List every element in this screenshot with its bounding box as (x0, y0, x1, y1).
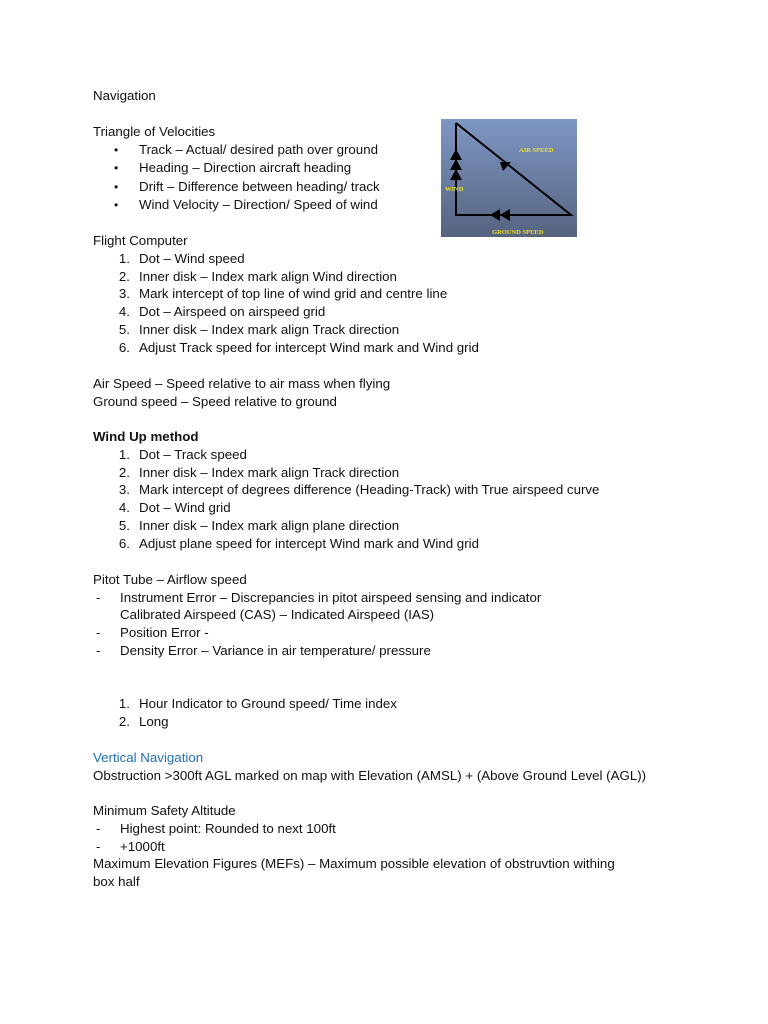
bullet-marker: • (114, 161, 119, 175)
list-number: 2. (118, 465, 130, 480)
list-item: Mark intercept of degrees difference (Heading-Track) with True airspeed curve (139, 482, 600, 497)
list-number: 6. (118, 340, 130, 355)
triangle-bullet-drift: Drift – Difference between heading/ track (139, 179, 380, 194)
list-item: Inner disk – Index mark align Track direction (139, 465, 400, 480)
list-number: 5. (118, 322, 130, 337)
list-number: 1. (118, 447, 130, 462)
list-number: 5. (118, 518, 130, 533)
bullet-marker: • (114, 180, 119, 194)
list-item: +1000ft (120, 839, 165, 854)
list-item: Dot – Track speed (139, 447, 247, 462)
list-item: Long (139, 714, 169, 729)
mef-text-continuation: box half (93, 874, 140, 889)
list-item: Dot – Wind grid (139, 500, 231, 515)
list-number: 3. (118, 286, 130, 301)
list-item: Inner disk – Index mark align Track direction (139, 322, 400, 337)
list-item: Position Error - (120, 625, 209, 640)
list-number: 1. (118, 696, 130, 711)
dash-marker: - (96, 839, 101, 854)
list-item: Dot – Airspeed on airspeed grid (139, 304, 326, 319)
list-item: Inner disk – Index mark align Wind direction (139, 269, 397, 284)
list-number: 4. (118, 500, 130, 515)
list-item: Mark intercept of top line of wind grid and centre line (139, 286, 448, 301)
bullet-marker: • (114, 143, 119, 157)
list-item: Highest point: Rounded to next 100ft (120, 821, 336, 836)
list-item: Instrument Error – Discrepancies in pitot airspeed sensing and indicator (120, 590, 542, 605)
ground-speed-label: GROUND SPEED (492, 229, 544, 236)
dash-marker: - (96, 643, 101, 658)
triangle-bullet-track: Track – Actual/ desired path over ground (139, 142, 378, 157)
wind-label: WIND (445, 186, 464, 193)
list-number: 4. (118, 304, 130, 319)
list-item-continuation: Calibrated Airspeed (CAS) – Indicated Airspeed (IAS) (120, 607, 435, 622)
wind-up-heading: Wind Up method (93, 429, 199, 444)
triangle-bullet-wind: Wind Velocity – Direction/ Speed of wind (139, 197, 378, 212)
list-item: Adjust Track speed for intercept Wind mark and Wind grid (139, 340, 479, 355)
pitot-heading: Pitot Tube – Airflow speed (93, 572, 247, 587)
air-speed-label: AIR SPEED (519, 147, 554, 154)
dash-marker: - (96, 590, 101, 605)
bullet-marker: • (114, 198, 119, 212)
ground-speed-definition: Ground speed – Speed relative to ground (93, 394, 337, 409)
list-number: 6. (118, 536, 130, 551)
air-speed-definition: Air Speed – Speed relative to air mass when flying (93, 376, 391, 391)
list-item: Dot – Wind speed (139, 251, 245, 266)
list-number: 2. (118, 269, 130, 284)
list-item: Hour Indicator to Ground speed/ Time index (139, 696, 397, 711)
dash-marker: - (96, 821, 101, 836)
list-item: Adjust plane speed for intercept Wind mark and Wind grid (139, 536, 479, 551)
flight-computer-heading: Flight Computer (93, 233, 188, 248)
list-number: 3. (118, 482, 130, 497)
triangle-bullet-heading: Heading – Direction aircraft heading (139, 160, 352, 175)
page-title: Navigation (93, 88, 156, 103)
dash-marker: - (96, 625, 101, 640)
mef-text: Maximum Elevation Figures (MEFs) – Maximum possible elevation of obstruvtion withing (93, 856, 615, 871)
list-item: Inner disk – Index mark align plane direction (139, 518, 400, 533)
list-number: 1. (118, 251, 130, 266)
triangle-heading: Triangle of Velocities (93, 124, 216, 139)
vertical-navigation-heading: Vertical Navigation (93, 750, 204, 765)
obstruction-text: Obstruction >300ft AGL marked on map with Elevation (AMSL) + (Above Ground Level (AGL)) (93, 768, 647, 783)
list-item: Density Error – Variance in air temperature/ pressure (120, 643, 431, 658)
triangle-of-velocities-diagram (441, 119, 577, 237)
list-number: 2. (118, 714, 130, 729)
msa-heading: Minimum Safety Altitude (93, 803, 236, 818)
